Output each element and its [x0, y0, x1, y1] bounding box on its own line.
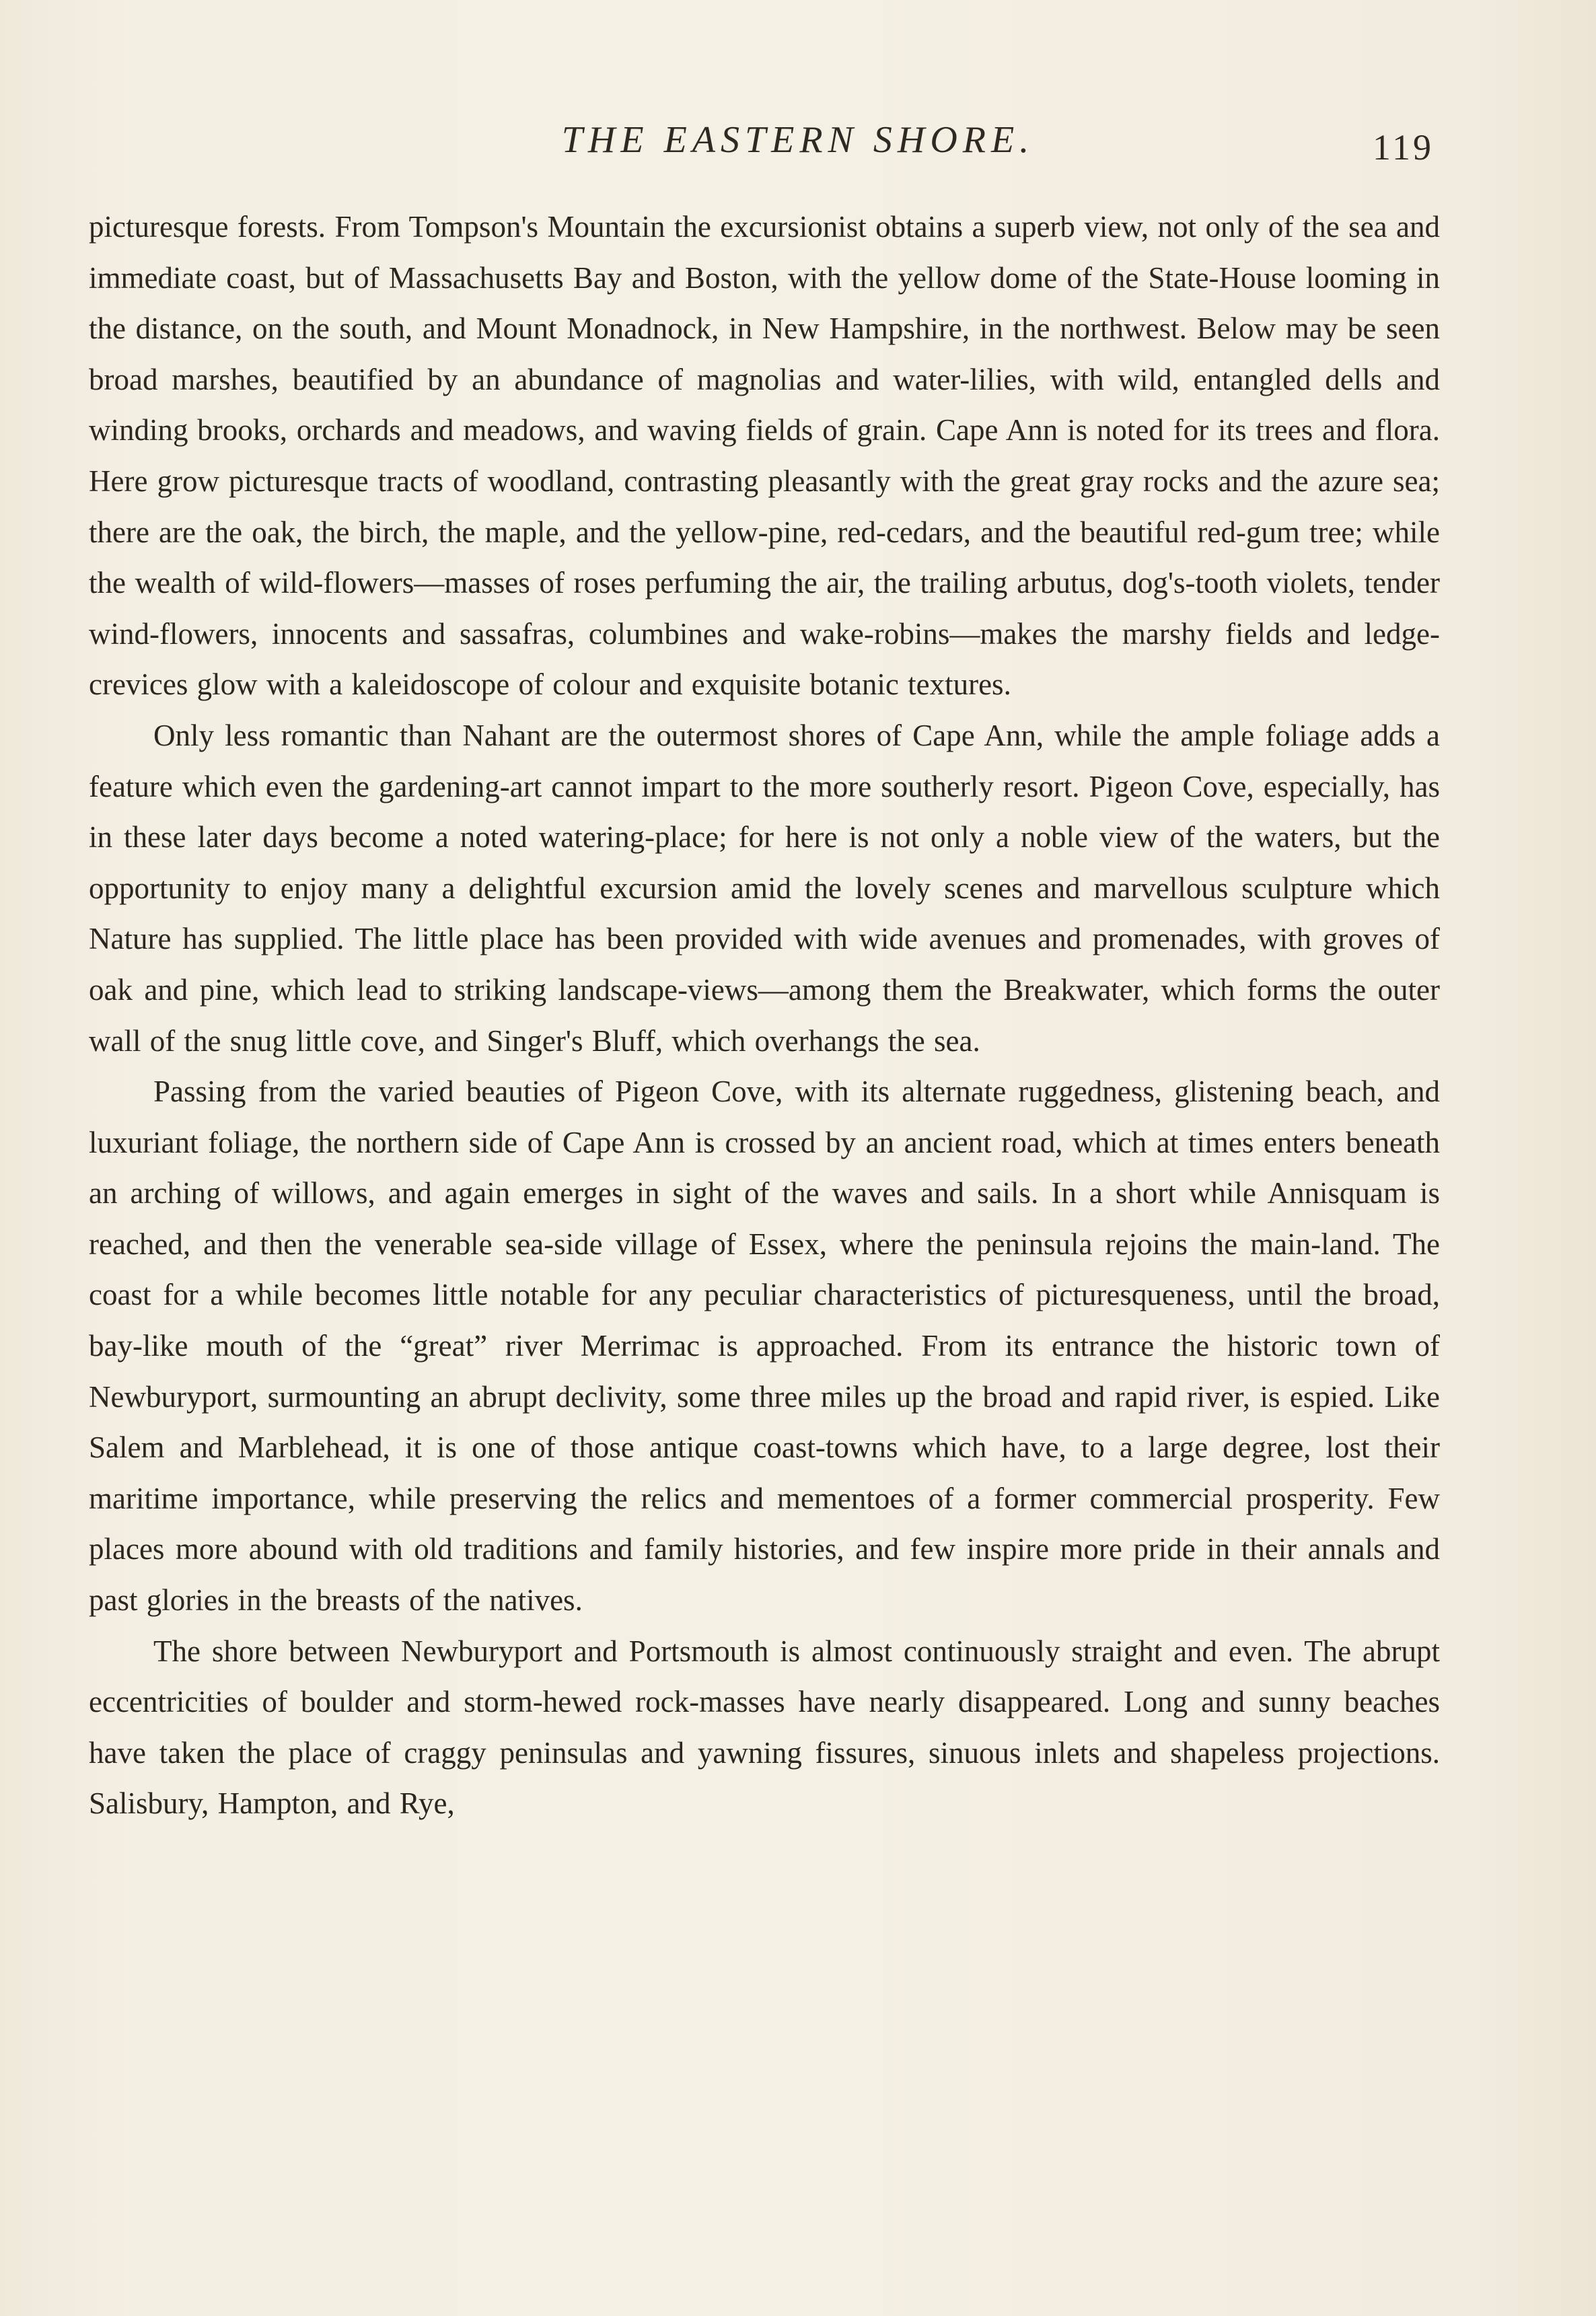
page-number: 119: [1373, 127, 1434, 168]
paragraph: Only less romantic than Nahant are the outermost shores of Cape Ann, while the ample foliage adds a feature which even the gardening-art cannot impart to the more southerly resort. Pigeon Cove, especially, has in these later days become a noted watering-place; for here is not only a noble view of the waters, but the opportunity to enjoy many a delightful excursion amid the lovely scenes and marvellous sculpture which Nature has supplied. The little place has been provided with wide avenues and promenades, with groves of oak and pine, which lead to striking landscape-views—among them the Breakwater, which forms the outer wall of the snug little cove, and Singer's Bluff, which overhangs the sea.: [89, 718, 1440, 1058]
running-title: THE EASTERN SHORE.: [561, 119, 1035, 161]
paragraph: Passing from the varied beauties of Pigeon Cove, with its alternate ruggedness, glistening beach, and luxuriant foliage, the northern side of Cape Ann is crossed by an ancient road, which at times enters beneath an arching of willows, and again emerges in sight of the waves and sails. In a short while Annisquam is reached, and then the venerable sea-side village of Essex, where the peninsula rejoins the main-land. The coast for a while becomes little notable for any peculiar characteristics of picturesqueness, until the broad, bay-like mouth of the “great” river Merrimac is approached. From its entrance the historic town of Newburyport, surmounting an abrupt declivity, some three miles up the broad and rapid river, is espied. Like Salem and Marblehead, it is one of those antique coast-towns which have, to a large degree, lost their maritime importance, while preserving the relics and mementoes of a former commercial prosperity. Few places more abound with old traditions and family histories, and few inspire more pride in their annals and past glories in the breasts of the natives.: [89, 1075, 1440, 1618]
paragraph-continued: picturesque forests. From Tompson's Mountain the excursionist obtains a superb view, not only of the sea and immediate coast, but of Massachusetts Bay and Boston, with the yellow dome of the State-House looming in the distance, on the south, and Mount Monadnock, in New Hampshire, in the northwest. Below may be seen broad marshes, beautified by an abundance of magnolias and water-lilies, with wild, entangled dells and winding brooks, orchards and meadows, and waving fields of grain. Cape Ann is noted for its trees and flora. Here grow picturesque tracts of woodland, contrasting pleasantly with the great gray rocks and the azure sea; there are the oak, the birch, the maple, and the yellow-pine, red-cedars, and the beautiful red-gum tree; while the wealth of wild-flowers—masses of roses perfuming the air, the trailing arbutus, dog's-tooth violets, tender wind-flowers, innocents and sassafras, columbines and wake-robins—makes the marshy fields and ledge-crevices glow with a kaleidoscope of colour and exquisite botanic textures.: [89, 210, 1440, 702]
paragraph: The shore between Newburyport and Portsmouth is almost continuously straight and even. The abrupt eccentricities of boulder and storm-hewed rock-masses have nearly disappeared. Long and sunny beaches have taken the place of craggy peninsulas and yawning fissures, sinuous inlets and shapeless projections. Salisbury, Hampton, and Rye,: [89, 1634, 1440, 1821]
body-text: [89, 202, 1440, 1830]
